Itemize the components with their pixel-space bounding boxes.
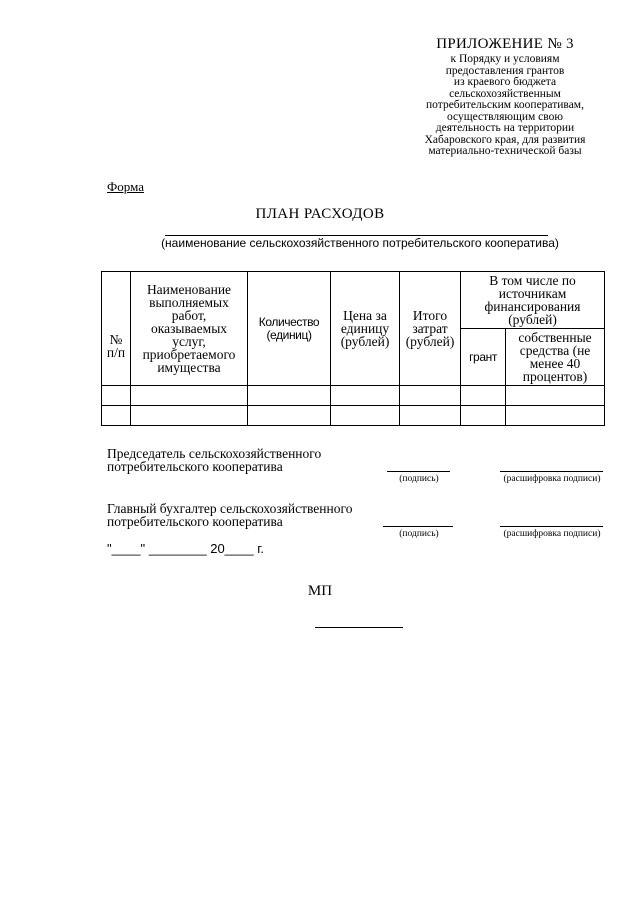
accountant-title: Главный бухгалтер сельскохозяйственного потребительского кооператива (107, 501, 353, 529)
appendix-line: материально-технической базы (428, 145, 582, 157)
accountant-decoding-line[interactable] (500, 526, 603, 527)
appendix-line: Хабаровского края, для развития (424, 133, 586, 146)
header-name: Наименование выполняемых работ, оказываемых услуг, приобретаемого имущества (131, 272, 248, 386)
table-cell[interactable] (131, 406, 248, 426)
appendix-line: предоставления грантов (445, 64, 565, 77)
table-cell[interactable] (400, 386, 461, 406)
header-price: Цена за единицу (рублей) (331, 272, 400, 386)
table-cell[interactable] (248, 386, 331, 406)
stamp-placeholder: МП (307, 583, 333, 599)
header-total: Итого затрат (рублей) (400, 272, 461, 386)
accountant-signature-line[interactable] (383, 526, 453, 527)
appendix-line: сельскохозяйственным (449, 87, 561, 100)
table-cell[interactable] (331, 406, 400, 426)
accountant-decoding-caption: (расшифровка подписи) (503, 529, 601, 539)
header-num: № п/п (102, 272, 131, 386)
appendix-line: к Порядку и условиям (450, 53, 560, 65)
stamp-line (315, 627, 403, 628)
chairman-decoding-line[interactable] (500, 471, 603, 472)
appendix-line: осуществляющим свою (447, 110, 563, 123)
appendix-line: деятельность на территории (435, 122, 575, 134)
header-grant: грант (461, 329, 506, 386)
table-row (102, 386, 605, 406)
appendix-text (360, 54, 640, 158)
table-cell[interactable] (506, 406, 605, 426)
appendix-title: ПРИЛОЖЕНИЕ № 3 (436, 36, 574, 52)
chairman-title: Председатель сельскохозяйственного потребительского кооператива (107, 446, 322, 474)
plan-title: ПЛАН РАСХОДОВ (255, 206, 385, 222)
chairman-signature-line[interactable] (387, 471, 450, 472)
date-line: "____" ________ 20____ г. (107, 541, 264, 556)
table-header-row (102, 272, 605, 329)
form-label: Форма (107, 179, 144, 194)
table-cell[interactable] (461, 406, 506, 426)
table-cell[interactable] (131, 386, 248, 406)
table-cell[interactable] (461, 386, 506, 406)
accountant-signature-caption: (подпись) (399, 529, 439, 539)
header-quantity: Количество (единиц) (248, 272, 331, 386)
table-cell[interactable] (506, 386, 605, 406)
expense-table (101, 271, 605, 426)
table-cell[interactable] (400, 406, 461, 426)
table-cell[interactable] (102, 406, 131, 426)
header-sources: В том числе по источникам финансирования (рублей) (461, 272, 605, 329)
appendix-line: потребительским кооперативам, (426, 99, 584, 111)
header-own-funds: собственные средства (не менее 40 процентов) (506, 329, 605, 386)
table-cell[interactable] (331, 386, 400, 406)
chairman-decoding-caption: (расшифровка подписи) (503, 474, 601, 484)
table-row (102, 406, 605, 426)
appendix-line: из краевого бюджета (453, 76, 557, 88)
chairman-signature-caption: (подпись) (399, 474, 439, 484)
appendix-header (360, 36, 640, 158)
table-cell[interactable] (102, 386, 131, 406)
table-cell[interactable] (248, 406, 331, 426)
cooperative-name-caption: (наименование сельскохозяйственного потребительского кооператива) (161, 236, 559, 250)
